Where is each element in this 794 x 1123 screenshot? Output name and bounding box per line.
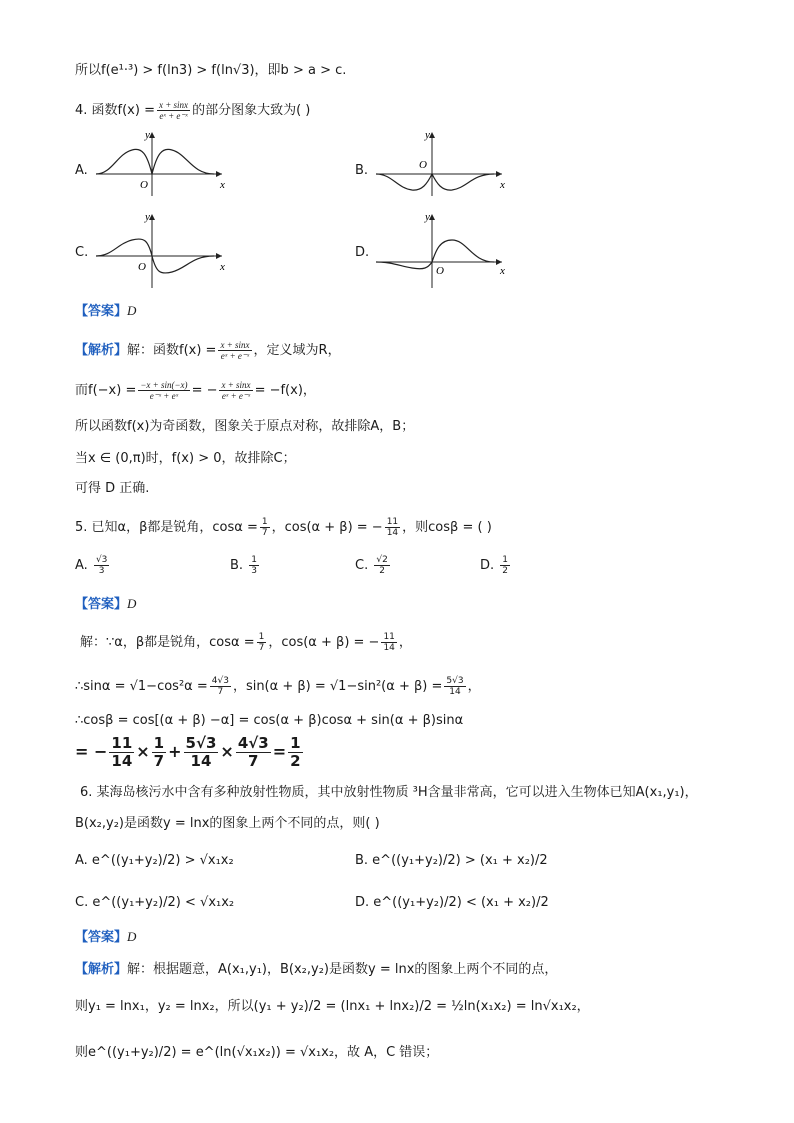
origin-label-a: O <box>140 179 148 191</box>
q5-option-a: A. $\frac{√3}{3}$ <box>75 555 108 576</box>
answer-4: 【答案】D <box>75 303 137 319</box>
x-axis-label-d: x <box>500 265 505 277</box>
x-axis-label-b: x <box>500 179 505 191</box>
option-c-label: C. <box>75 245 89 260</box>
option-a-label: A. <box>75 163 88 178</box>
line-1: 所以f(e¹·³) > f(ln3) > f(ln√3)，即b > a > c. <box>75 63 347 78</box>
option-d-label: D. <box>355 245 370 260</box>
solution-5-line-3: ∴cosβ = cos[(α + β) −α] = cos(α + β)cosα + sin(α + β)sinα <box>75 713 464 728</box>
analysis-4-line-3: 所以函数f(x)为奇函数，图象关于原点对称，故排除A，B； <box>75 419 415 434</box>
q4-stem: 4. 函数f(x) = $\frac{x + \sin x}{\text{eˣ + e⁻ˣ}}$ 的部分图象大致为( ) <box>75 100 311 121</box>
analysis-4-line-4: 当x ∈ (0,π)时，f(x) > 0，故排除C； <box>75 451 296 466</box>
y-axis-label-d: y <box>425 211 430 223</box>
origin-label-b: O <box>419 159 427 171</box>
y-axis-label-c: y <box>145 211 150 223</box>
x-axis-label-a: x <box>220 179 225 191</box>
origin-label-d: O <box>436 265 444 277</box>
analysis-4-line-2: 而f(−x) = $\frac{-x + \sin(-x)}{\text{e⁻ˣ + eˣ}}$ = − $\frac{x + \sin x}{\text{eˣ + e⁻ˣ}}$ = −f(x)， <box>75 380 316 401</box>
solution-5-line-1: 解：∵α，β都是锐角，cosα = $\frac{1}{7}$ ，cos(α + β) = − $\frac{11}{14}$ ， <box>80 632 412 653</box>
graph-c <box>92 210 232 290</box>
graph-d <box>372 210 512 290</box>
graph-b <box>372 128 512 198</box>
analysis-6-line-1: 【解析】解：根据题意，A(x₁,y₁)，B(x₂,y₂)是函数y = lnx的图象上两个不同的点， <box>75 962 558 977</box>
q6-stem-line-2: B(x₂,y₂)是函数y = lnx的图象上两个不同的点，则( ) <box>75 816 380 831</box>
y-axis-label-b: y <box>425 129 430 141</box>
q5-stem: 5. 已知α，β都是锐角，cosα = $\frac{1}{7}$ ，cos(α + β) = − $\frac{11}{14}$ ，则cosβ = ( ) <box>75 517 492 538</box>
answer-5: 【答案】D <box>75 596 137 612</box>
q5-option-c: C. $\frac{√2}{2}$ <box>355 555 388 576</box>
solution-5-line-2: ∴sinα = √1−cos²α = $\frac{4√3}{7}$ ，sin(α + β) = √1−sin²(α + β) = $\frac{5√3}{14}$ ， <box>75 676 481 697</box>
option-b-label: B. <box>355 163 369 178</box>
analysis-4-line-1: 【解析】解：函数f(x) = $\frac{x + \sin x}{\text{eˣ + e⁻ˣ}}$ ，定义域为R， <box>75 340 341 361</box>
y-axis-label-a: y <box>145 129 150 141</box>
q5-option-d: D. $\frac{1}{2}$ <box>480 555 509 576</box>
q6-option-a: A. e^((y₁+y₂)/2) > √x₁x₂ <box>75 853 234 868</box>
q6-stem-line-1: 6. 某海岛核污水中含有多种放射性物质，其中放射性物质 ³H含量非常高，它可以进入生物体已知A(x₁,y₁)， <box>80 785 698 800</box>
graph-a <box>92 128 232 198</box>
q5-option-b: B. $\frac{1}{3}$ <box>230 555 257 576</box>
q6-option-c: C. e^((y₁+y₂)/2) < √x₁x₂ <box>75 895 235 910</box>
analysis-6-line-3: 则e^((y₁+y₂)/2) = e^(ln(√x₁x₂)) = √x₁x₂，故 A，C 错误； <box>75 1045 439 1060</box>
analysis-4-line-5: 可得 D 正确. <box>75 481 150 496</box>
answer-6: 【答案】D <box>75 929 137 945</box>
origin-label-c: O <box>138 261 146 273</box>
q6-option-d: D. e^((y₁+y₂)/2) < (x₁ + x₂)/2 <box>355 895 549 910</box>
solution-5-line-4: = − $\frac{11}{14}$ × $\frac{1}{7}$ + $\frac{5√3}{14}$ × $\frac{4√3}{7}$ = $\frac{1}{2}$ <box>75 734 301 770</box>
analysis-6-line-2: 则y₁ = lnx₁，y₂ = lnx₂，所以(y₁ + y₂)/2 = (lnx₁ + lnx₂)/2 = ½ln(x₁x₂) = ln√x₁x₂， <box>75 999 590 1014</box>
x-axis-label-c: x <box>220 261 225 273</box>
q6-option-b: B. e^((y₁+y₂)/2) > (x₁ + x₂)/2 <box>355 853 548 868</box>
